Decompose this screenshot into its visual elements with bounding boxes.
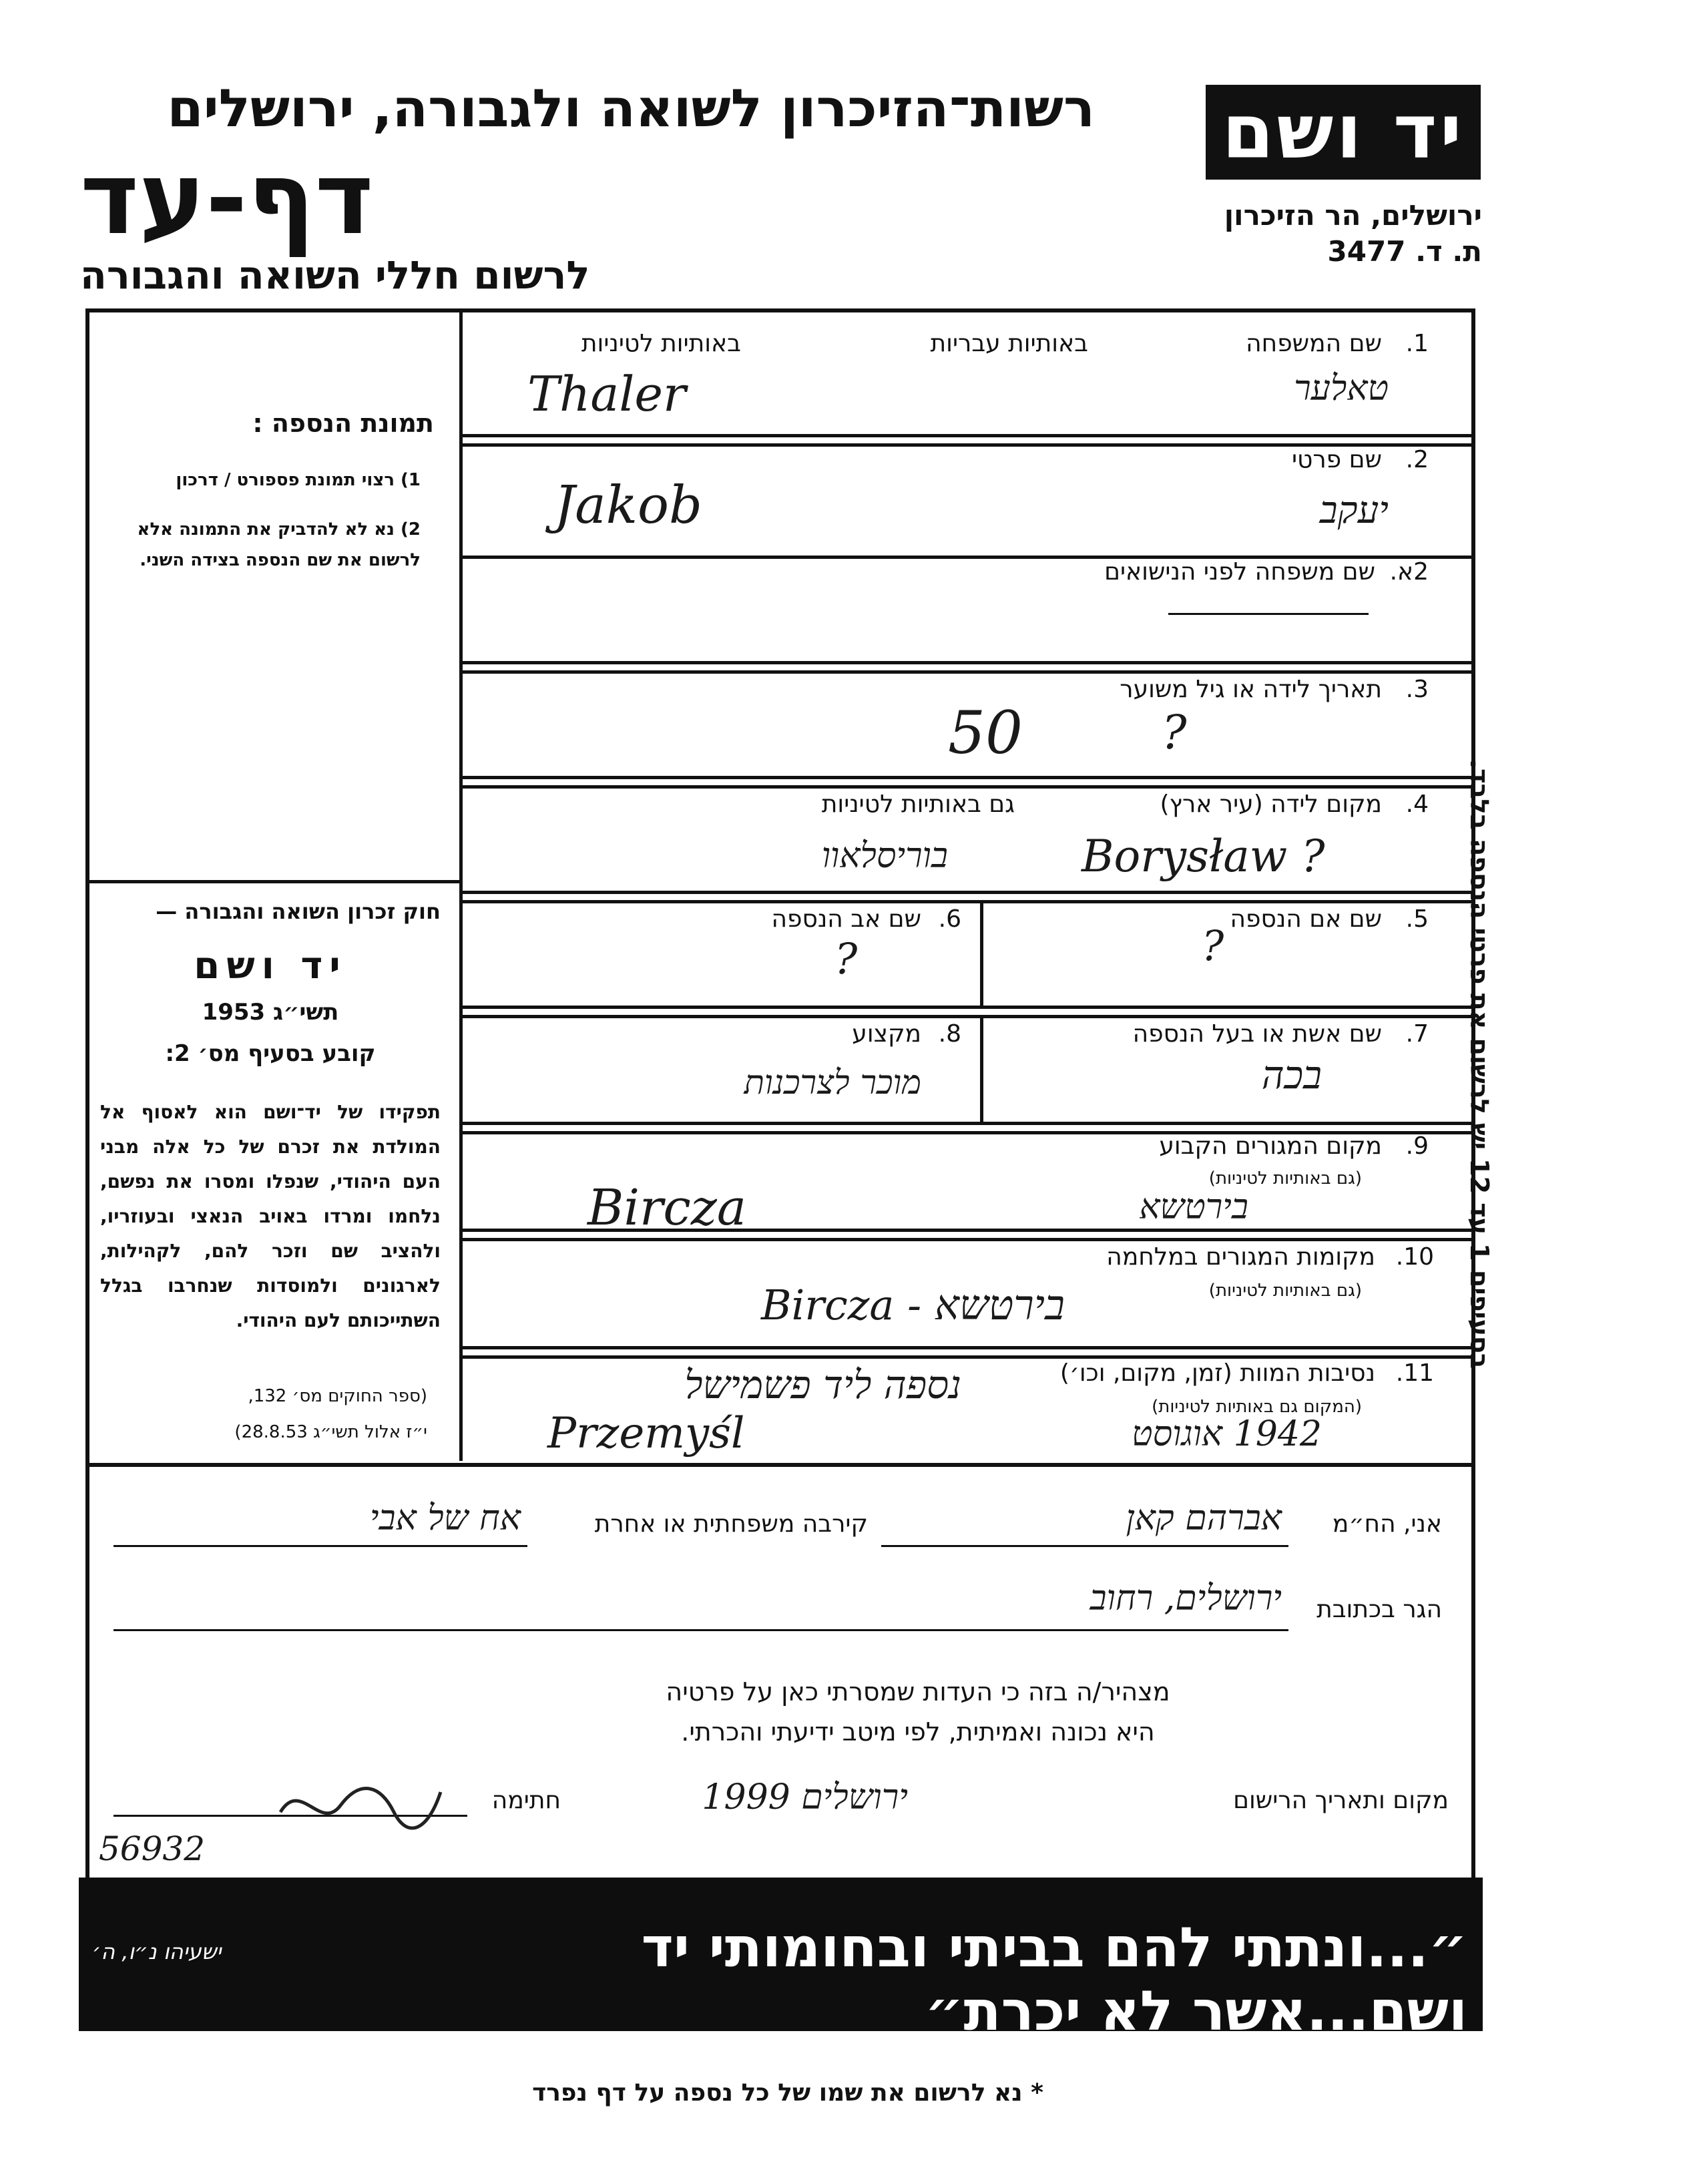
row-line — [461, 785, 1475, 789]
field-6-value[interactable]: ? — [834, 935, 858, 984]
field-11-value-1[interactable]: נספה ליד פשמישל — [684, 1362, 961, 1407]
field-11-number: 11. — [1395, 1359, 1434, 1387]
photo-note-2: 2) נא לא להדביק את התמונה אלא לרשום את שם הנספה בצידה השני. — [137, 519, 421, 570]
row-split-7-8 — [980, 1015, 983, 1122]
field-3-value[interactable]: 50 — [948, 698, 1023, 767]
field-4-latin-value[interactable]: Borysław ? — [1081, 831, 1325, 882]
photo-note-1: 1) רצוי תמונת פספורט / דרכון — [176, 470, 421, 490]
field-8-value[interactable]: מוכר לצרכנות — [744, 1063, 921, 1102]
relation-label: קירבה משפחתית או אחרת — [594, 1510, 868, 1538]
row-line — [461, 1355, 1475, 1359]
row-line — [461, 1346, 1475, 1349]
form-number: 56932 — [99, 1829, 206, 1868]
field-2-hebrew-value[interactable]: יעקב — [1319, 489, 1389, 532]
field-1-label: שם המשפחה — [1246, 330, 1382, 357]
field-4-hebrew-value[interactable]: בוריסלאוו — [821, 836, 948, 876]
field-5-value[interactable]: ? — [1202, 921, 1224, 970]
address-label: הגר בכתובת — [1316, 1596, 1442, 1623]
field-7-value[interactable]: בכה — [1261, 1052, 1322, 1098]
field-1-latin-value[interactable]: Thaler — [527, 366, 686, 422]
field-11-sub: (המקום גם באותיות לטיניות) — [1152, 1397, 1362, 1417]
field-9-sub: (גם באותיות לטיניות) — [1208, 1168, 1362, 1188]
address-line-2: ת. ד. 3477 — [1327, 235, 1482, 268]
field-2a-underline — [1168, 613, 1369, 615]
yad-vashem-logo: יד ושם — [1206, 85, 1481, 180]
footer-note: * נא לרשום את שמו של כל נספה על דף נפרד — [532, 2079, 1043, 2107]
field-4-label: מקום לידה (עיר ארץ) — [1160, 791, 1382, 818]
field-2a-number: 2א. — [1389, 558, 1429, 586]
row-line — [461, 434, 1475, 437]
left-box-divider — [85, 880, 461, 883]
declarant-line — [881, 1545, 1288, 1547]
field-3-number: 3. — [1405, 676, 1429, 703]
field-2-number: 2. — [1405, 446, 1429, 473]
field-10-value[interactable]: Bircza - בירטשא — [761, 1281, 1065, 1329]
signature-scribble[interactable] — [274, 1772, 447, 1839]
field-6-label: שם אב הנספה — [771, 905, 921, 933]
field-8-number: 8. — [938, 1020, 961, 1048]
quote-banner — [79, 1878, 1483, 2043]
relation-value[interactable]: אח של אבי — [369, 1498, 521, 1538]
field-7-number: 7. — [1405, 1020, 1429, 1048]
law-line-2: יד ושם — [194, 944, 347, 988]
field-3-value-2[interactable]: ? — [1162, 705, 1187, 760]
side-note: בסעיפים 1 עד 12 יש לרשום את פרטי הנספה בלבד. — [1465, 758, 1494, 1369]
address-value[interactable]: ירושלים, רחוב — [1090, 1578, 1282, 1618]
row-line — [461, 1006, 1475, 1009]
field-5-number: 5. — [1405, 905, 1429, 933]
banner-quote: ״...ונתתי להם בביתי ובחומותי יד ושם...אשר לא יכרת״ — [641, 1916, 1467, 2043]
row-line — [461, 776, 1475, 779]
field-10-sub: (גם באותיות לטיניות) — [1208, 1281, 1362, 1301]
relation-line — [113, 1545, 527, 1547]
law-line-3: תשי״ג 1953 — [202, 999, 339, 1026]
field-9-latin-value[interactable]: Bircza — [587, 1179, 746, 1237]
field-11-latin-value[interactable]: Przemyśl — [547, 1409, 745, 1458]
field-2-label: שם פרטי — [1291, 446, 1382, 473]
form-title: דף-עד — [80, 141, 374, 257]
row-line — [461, 1015, 1475, 1018]
declaration-statement-1: מצהיר/ה בזה כי העדות שמסרתי כאן על פרטיה — [666, 1677, 1170, 1707]
field-6-number: 6. — [938, 905, 961, 933]
field-2a-label: שם משפחה לפני הנישואים — [1104, 558, 1375, 586]
field-1-hebrew-header: באותיות עבריות — [930, 330, 1088, 357]
field-11-value-2[interactable]: 1942 אוגוסט — [1132, 1414, 1322, 1454]
address-line-1: ירושלים, הר הזיכרון — [1224, 199, 1482, 232]
column-divider — [459, 308, 463, 1461]
field-4-latin-header: גם באותיות לטיניות — [821, 791, 1015, 818]
law-body: תפקידו של יד־ושם הוא לאסוף אל המולדת את זכרם של כל אלה מבני העם היהודי, שנפלו ומסרו את נפשם, נלחמו ומרדו באויב הנאצי ובעוזריו, ולהציב שם וזכר להם, לקהילות, לארגונים ולמוסדות שנחרבו בגלל השתייכותם לעם היהודי. — [100, 1101, 441, 1331]
declaration-statement-2: היא נכונה ואמיתית, לפי מיטב ידיעתי והכרתי. — [681, 1717, 1155, 1747]
field-9-label: מקום המגורים הקבוע — [1159, 1132, 1382, 1160]
place-date-value[interactable]: ירושלים 1999 — [702, 1777, 908, 1817]
declarant-value[interactable]: אברהם קאן — [1126, 1498, 1282, 1538]
form-subtitle: לרשום חללי השואה והגבורה — [80, 252, 590, 298]
field-8-label: מקצוע — [852, 1020, 921, 1048]
field-5-label: שם אם הנספה — [1230, 905, 1382, 933]
field-1-number: 1. — [1405, 330, 1429, 357]
row-line — [461, 891, 1475, 894]
field-9-number: 9. — [1405, 1132, 1429, 1160]
field-9-hebrew-value[interactable]: בירטשא — [1139, 1187, 1248, 1227]
address-line — [113, 1629, 1288, 1631]
field-10-label: מקומות המגורים במלחמה — [1106, 1243, 1375, 1271]
field-2-latin-value[interactable]: Jakob — [554, 475, 702, 535]
law-line-4: קובע בסעיף מס׳ 2: — [165, 1040, 376, 1067]
institution-name: רשות־הזיכרון לשואה ולגבורה, ירושלים — [167, 79, 1095, 139]
field-11-label: נסיבות המוות (זמן, מקום, וכו׳) — [1059, 1359, 1375, 1387]
photo-box-title: תמונת הנספה : — [252, 409, 434, 438]
row-line — [461, 900, 1475, 903]
field-4-number: 4. — [1405, 791, 1429, 818]
row-split-5-6 — [980, 900, 983, 1006]
law-ref-1: (ספר החוקים מס׳ 132, — [248, 1386, 427, 1406]
row-line — [461, 1122, 1475, 1125]
signature-label: חתימה — [491, 1787, 561, 1814]
field-1-hebrew-value[interactable]: טאלער — [1294, 369, 1389, 409]
row-line — [461, 1238, 1475, 1241]
row-line — [461, 661, 1475, 664]
banner-source: ישעיהו נ״ו, ה׳ — [92, 1939, 222, 1964]
field-1-latin-header: באותיות לטיניות — [581, 330, 741, 357]
place-date-label: מקום ותאריך הרישום — [1233, 1787, 1449, 1814]
field-3-label: תאריך לידה או גיל משוער — [1120, 676, 1382, 703]
field-10-number: 10. — [1395, 1243, 1434, 1271]
law-line-1: חוק זכרון השואה והגבורה — — [156, 899, 441, 924]
declarant-label: אני, הח״מ — [1332, 1510, 1442, 1538]
field-7-label: שם אשת או בעל הנספה — [1132, 1020, 1382, 1048]
law-ref-2: י״ז אלול תשי״ג 28.8.53) — [234, 1422, 427, 1442]
row-line — [461, 670, 1475, 674]
